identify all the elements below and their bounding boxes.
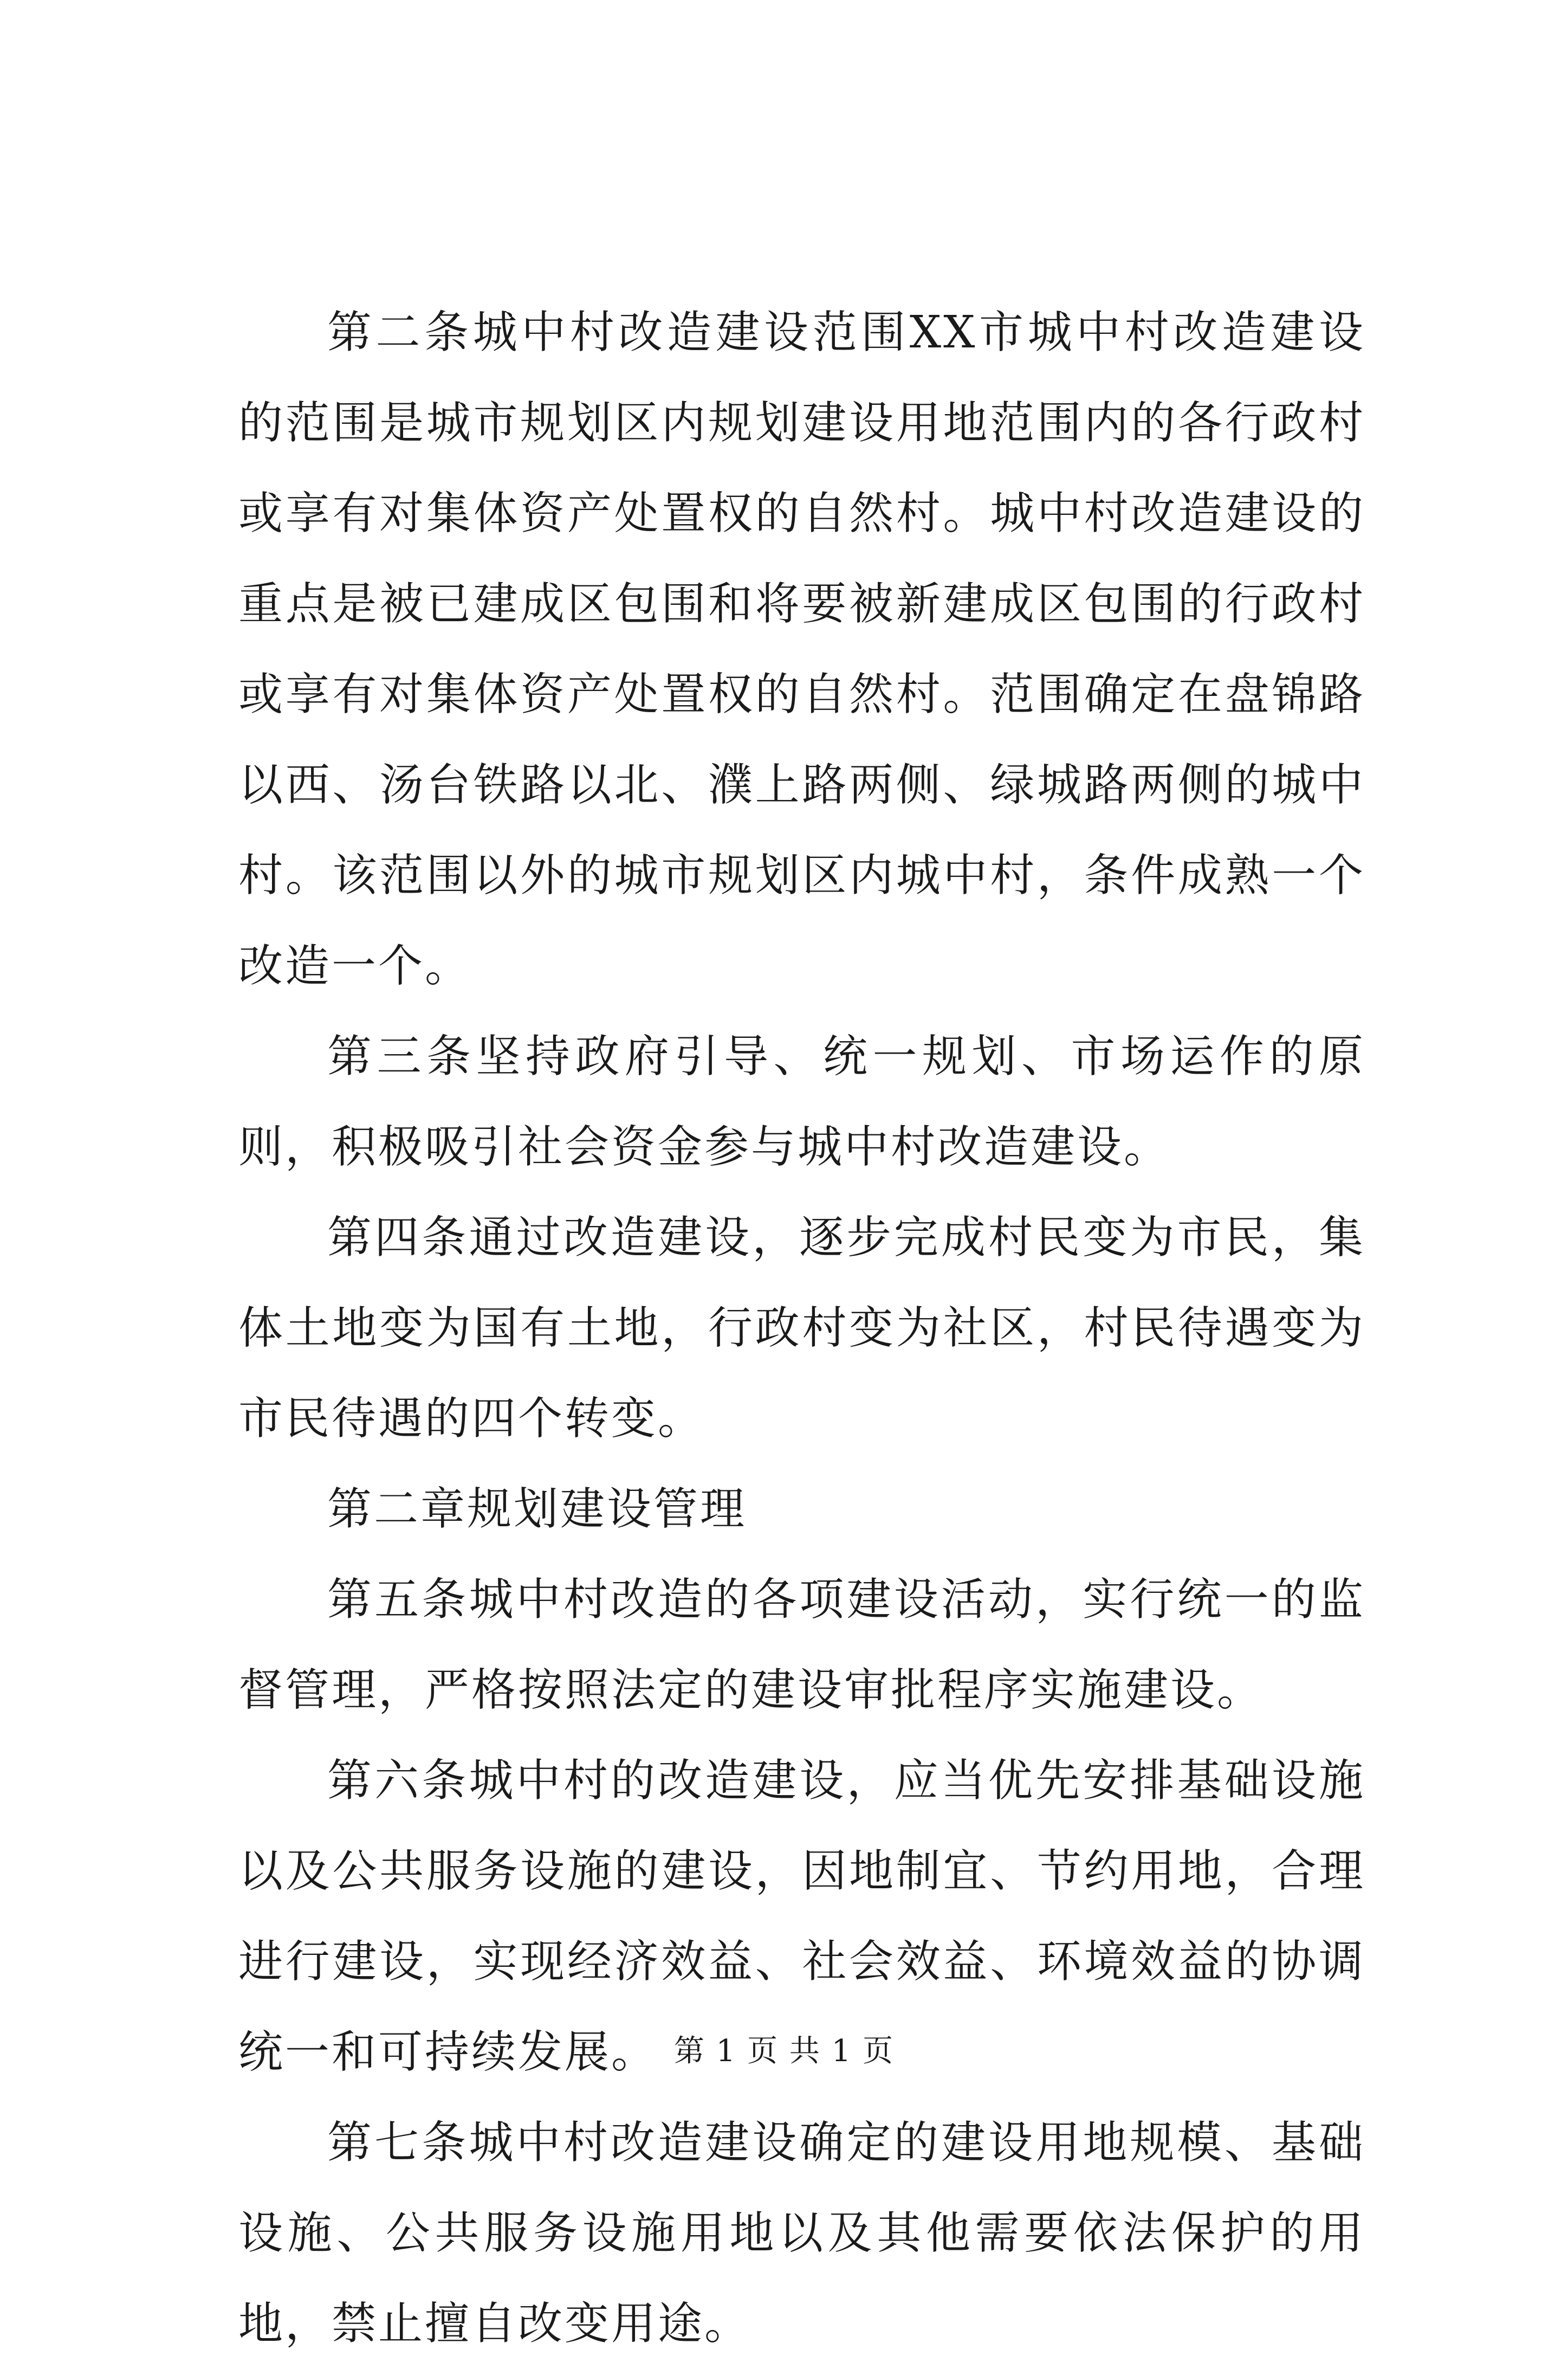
page-number: 第 1 页 共 1 页 bbox=[673, 2034, 895, 2069]
paragraph-article-6: 第六条城中村的改造建设，应当优先安排基础设施以及公共服务设施的建设，因地制宜、节约用地，合理进行建设，实现经济效益、社会效益、环境效益的协调统一和可持续发展。 bbox=[238, 1755, 1365, 2078]
paragraph-article-5: 第五条城中村改造的各项建设活动，实行统一的监督管理，严格按照法定的建设审批程序实施建设。 bbox=[238, 1574, 1365, 1716]
paragraph-article-7: 第七条城中村改造建设确定的建设用地规模、基础设施、公共服务设施用地以及其他需要依法保护的用地，禁止擅自改变用途。 bbox=[238, 2117, 1365, 2349]
paragraph-article-2: 第二条城中村改造建设范围XX市城中村改造建设的范围是城市规划区内规划建设用地范围内的各行政村或享有对集体资产处置权的自然村。城中村改造建设的重点是被已建成区包围和将要被新建成区包围的行政村或享有对集体资产处置权的自然村。范围确定在盘锦路以西、汤台铁路以北、濮上路两侧、绿城路两侧的城中村。该范围以外的城市规划区内城中村，条件成熟一个改造一个。 bbox=[238, 307, 1365, 992]
chapter-heading: 第二章规划建设管理 bbox=[327, 1483, 747, 1535]
paragraph-article-3: 第三条坚持政府引导、统一规划、市场运作的原则，积极吸引社会资金参与城中村改造建设。 bbox=[238, 1031, 1365, 1173]
paragraph-article-4: 第四条通过改造建设，逐步完成村民变为市民，集体土地变为国有土地，行政村变为社区，村民待遇变为市民待遇的四个转变。 bbox=[238, 1212, 1365, 1444]
